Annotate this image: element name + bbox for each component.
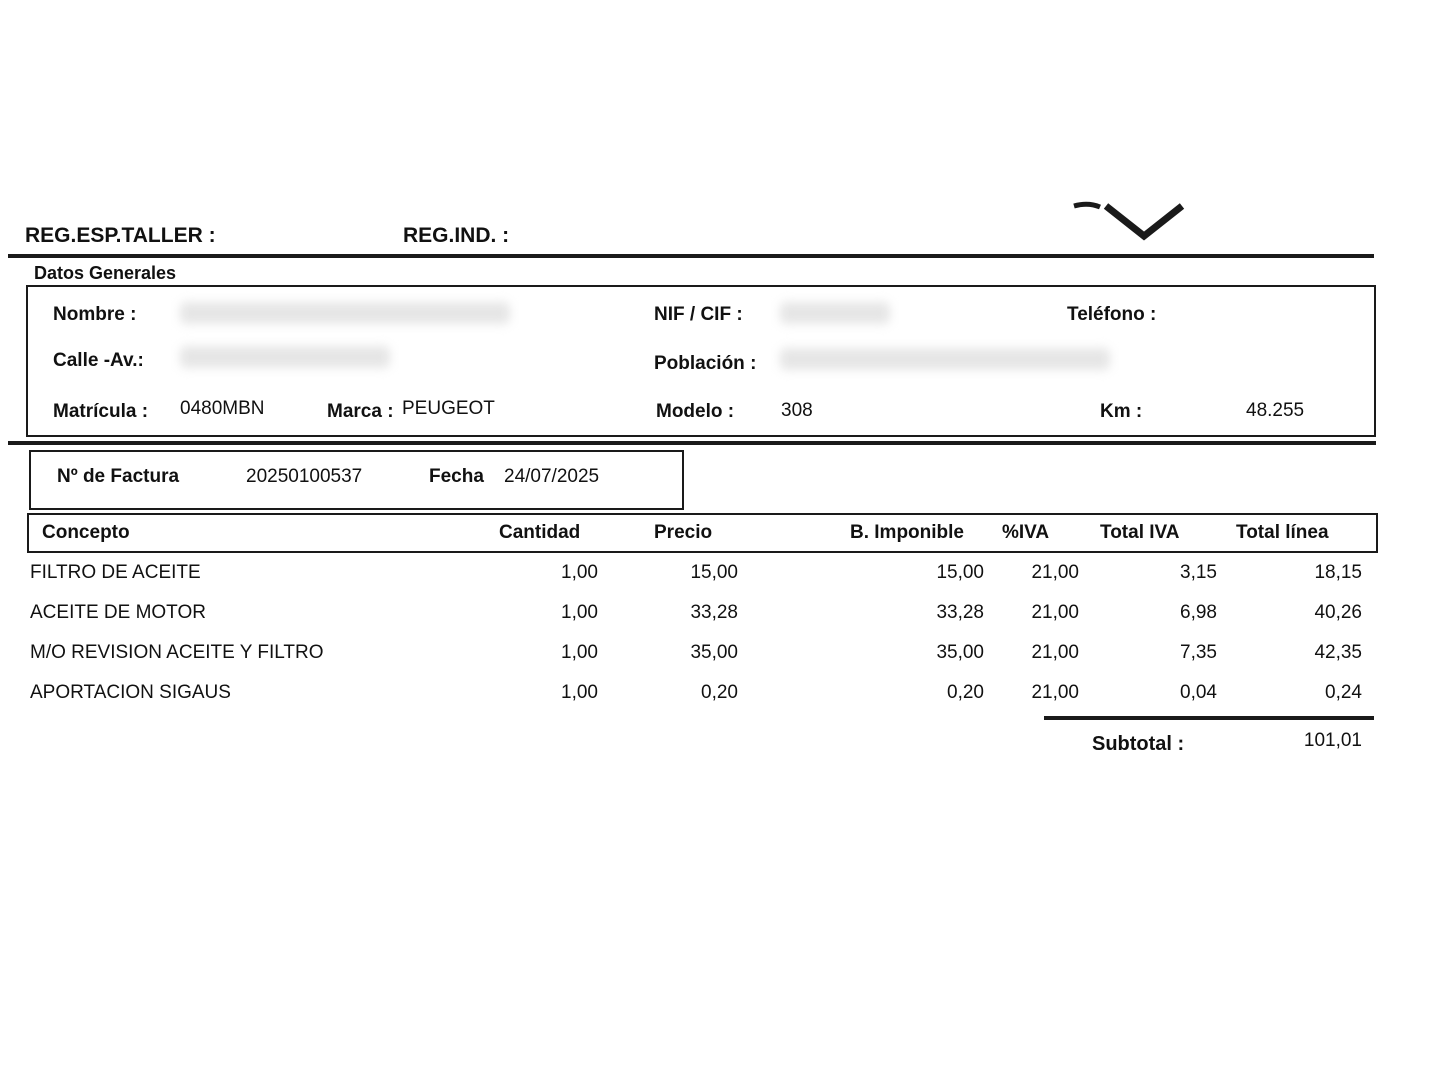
row-iva-percent: 21,00	[1031, 642, 1079, 663]
column-header-total-iva: Total IVA	[1100, 522, 1180, 543]
row-precio: 0,20	[701, 682, 738, 703]
nombre-redacted	[180, 302, 510, 324]
row-iva-percent: 21,00	[1031, 682, 1079, 703]
nif-redacted	[780, 302, 890, 324]
row-base-imponible: 0,20	[947, 682, 984, 703]
general-divider	[8, 441, 1376, 445]
subtotal-label: Subtotal :	[1092, 733, 1185, 755]
column-header-concepto: Concepto	[42, 522, 130, 543]
row-base-imponible: 15,00	[936, 562, 984, 583]
row-total-iva: 7,35	[1180, 642, 1217, 663]
poblacion-label: Población :	[654, 353, 757, 374]
row-total-linea: 42,35	[1314, 642, 1362, 663]
column-header-iva-percent: %IVA	[1002, 522, 1050, 543]
matricula-value: 0480MBN	[180, 398, 265, 419]
telefono-label: Teléfono :	[1067, 304, 1157, 325]
row-concepto: APORTACION SIGAUS	[30, 682, 231, 703]
row-concepto: FILTRO DE ACEITE	[30, 562, 201, 583]
row-cantidad: 1,00	[561, 602, 598, 623]
row-concepto: ACEITE DE MOTOR	[30, 602, 206, 623]
reg-ind-label: REG.IND. :	[403, 224, 510, 247]
row-cantidad: 1,00	[561, 682, 598, 703]
column-header-cantidad: Cantidad	[499, 522, 581, 543]
row-cantidad: 1,00	[561, 642, 598, 663]
row-total-iva: 0,04	[1180, 682, 1217, 703]
nif-label: NIF / CIF :	[654, 304, 743, 325]
modelo-value: 308	[781, 400, 813, 421]
column-header-total-linea: Total línea	[1236, 522, 1329, 543]
datos-generales-title: Datos Generales	[34, 263, 177, 283]
reg-esp-taller-label: REG.ESP.TALLER :	[25, 224, 216, 247]
km-value: 48.255	[1246, 400, 1305, 421]
company-logo-icon	[1070, 200, 1190, 242]
nombre-label: Nombre :	[53, 304, 137, 325]
subtotal-value: 101,01	[1303, 730, 1362, 751]
row-total-iva: 6,98	[1180, 602, 1217, 623]
row-total-linea: 40,26	[1314, 602, 1362, 623]
marca-label: Marca :	[327, 401, 394, 422]
row-base-imponible: 33,28	[936, 602, 984, 623]
marca-value: PEUGEOT	[402, 398, 495, 419]
row-precio: 33,28	[690, 602, 738, 623]
fecha-value: 24/07/2025	[504, 466, 600, 487]
calle-redacted	[180, 346, 390, 368]
row-iva-percent: 21,00	[1031, 602, 1079, 623]
factura-label: Nº de Factura	[57, 466, 180, 487]
matricula-label: Matrícula :	[53, 401, 149, 422]
fecha-label: Fecha	[429, 466, 484, 487]
row-total-linea: 0,24	[1325, 682, 1362, 703]
column-header-base-imponible: B. Imponible	[850, 522, 964, 543]
row-total-iva: 3,15	[1180, 562, 1217, 583]
km-label: Km :	[1100, 401, 1143, 422]
factura-value: 20250100537	[246, 466, 363, 487]
calle-label: Calle -Av.:	[53, 350, 144, 371]
row-iva-percent: 21,00	[1031, 562, 1079, 583]
header-divider	[8, 254, 1374, 258]
row-concepto: M/O REVISION ACEITE Y FILTRO	[30, 642, 324, 663]
row-base-imponible: 35,00	[936, 642, 984, 663]
poblacion-redacted	[780, 348, 1110, 370]
subtotal-divider	[1044, 716, 1374, 720]
row-precio: 35,00	[690, 642, 738, 663]
row-precio: 15,00	[690, 562, 738, 583]
column-header-precio: Precio	[654, 522, 713, 543]
row-total-linea: 18,15	[1314, 562, 1362, 583]
modelo-label: Modelo :	[656, 401, 735, 422]
row-cantidad: 1,00	[561, 562, 598, 583]
